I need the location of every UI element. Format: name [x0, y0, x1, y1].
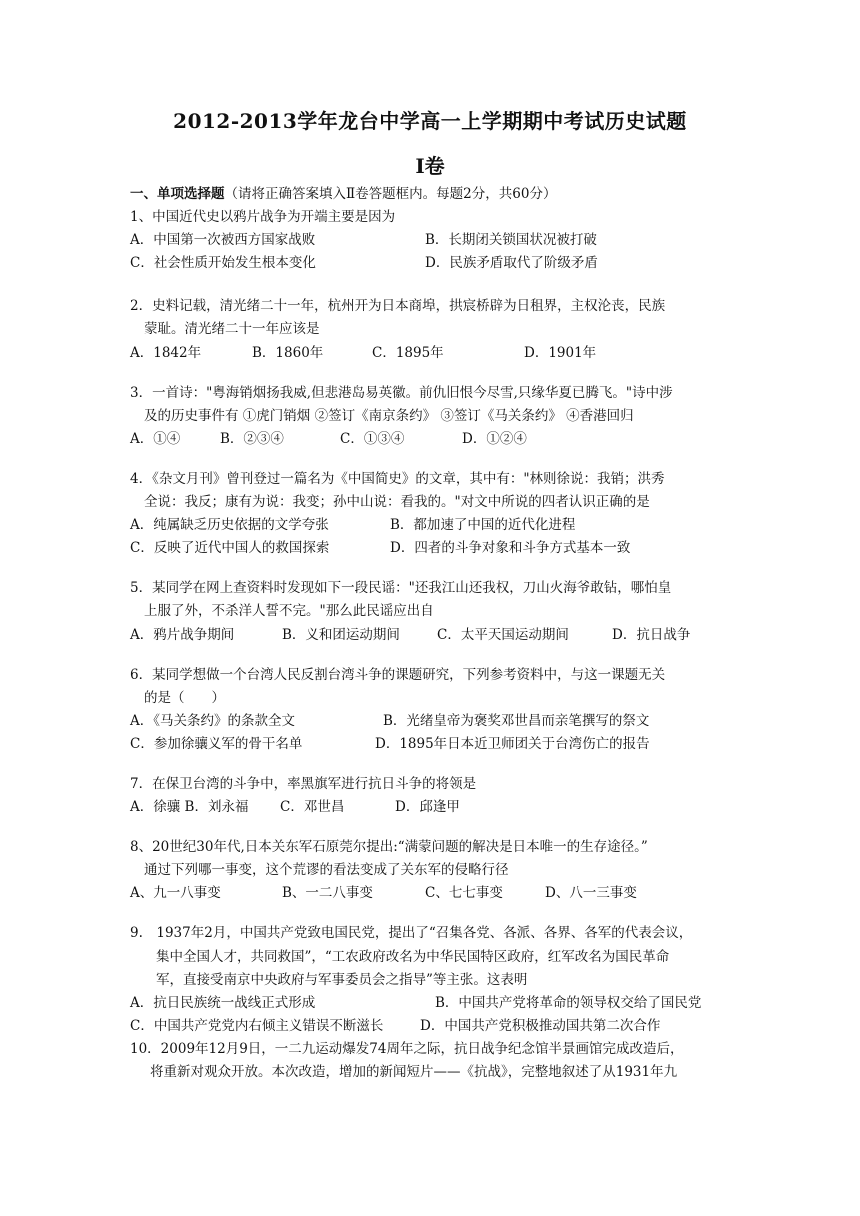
question-6-option-a: A．《马关条约》的条款全文 — [130, 712, 295, 729]
question-9-options-row-1 — [130, 992, 740, 1015]
question-2-option-b: B．1860年 — [252, 344, 324, 361]
question-9-option-c: C．中国共产党党内右倾主义错误不断滋长 — [130, 1017, 384, 1034]
question-8-option-d: D、八一三事变 — [545, 885, 637, 902]
question-6-option-c: C．参加徐骧义军的骨干名单 — [130, 735, 303, 752]
question-3-option-c: C．①③④ — [340, 430, 405, 447]
question-9-option-d: D．中国共产党积极推动国共第二次合作 — [420, 1017, 661, 1034]
question-9-options-row-2 — [130, 1015, 740, 1038]
question-5-option-d: D．抗日战争 — [612, 626, 691, 643]
question-7-options-row — [130, 796, 740, 819]
question-7-option-ab: A．徐骧 B．刘永福 — [130, 799, 249, 816]
question-9-option-a: A．抗日民族统一战线正式形成 — [130, 994, 316, 1011]
question-6-stem-line-2: 的是（ ） — [144, 689, 225, 706]
question-3-options-row — [130, 428, 740, 451]
question-2-option-a: A．1842年 — [130, 344, 202, 361]
question-2-stem-line-1: 2．史料记载，清光绪二十一年，杭州开为日本商埠，拱宸桥辟为日租界，主权沦丧，民族 — [130, 298, 666, 315]
question-3-stem-line-2: 及的历史事件有 ①虎门销烟 ②签订《南京条约》 ③签订《马关条约》 ④香港回归 — [144, 407, 634, 424]
question-8-option-b: B、一二八事变 — [282, 885, 373, 902]
question-6-option-b: B．光绪皇帝为褒奖邓世昌而亲笔撰写的祭文 — [383, 712, 650, 729]
question-1-stem: 1、中国近代史以鸦片战争为开端主要是因为 — [130, 209, 396, 226]
question-5-stem-line-1: 5．某同学在网上查资料时发现如下一段民谣："还我江山还我权，刀山火海爷敢钻，哪怕皇 — [130, 580, 672, 597]
exam-subtitle: Ⅰ卷 — [415, 154, 445, 178]
question-5-option-c: C．太平天国运动期间 — [437, 626, 569, 643]
exam-title: 2012-2013学年龙台中学高一上学期期中考试历史试题 — [173, 109, 687, 133]
question-4-option-a: A．纯属缺乏历史依据的文学夸张 — [130, 517, 329, 534]
question-4-options-row-2 — [130, 537, 740, 560]
question-5-option-a: A．鸦片战争期间 — [130, 626, 235, 643]
question-2-option-d: D．1901年 — [524, 344, 597, 361]
question-6-options-row-2 — [130, 733, 740, 756]
question-6-options-row-1 — [130, 710, 740, 733]
question-6-option-d: D．1895年日本近卫师团关于台湾伤亡的报告 — [375, 735, 650, 752]
question-7-stem: 7．在保卫台湾的斗争中，率黑旗军进行抗日斗争的将领是 — [130, 775, 477, 792]
question-4-stem-line-2: 全说：我反；康有为说：我变；孙中山说：看我的。"对文中所说的四者认识正确的是 — [144, 494, 650, 511]
exam-body — [130, 183, 740, 1084]
question-3-option-b: B．②③④ — [220, 430, 284, 447]
question-5-stem-line-2: 上服了外，不杀洋人誓不完。"那么此民谣应出自 — [144, 603, 434, 620]
question-10-stem-line-1: 10．2009年12月9日，一二九运动爆发74周年之际，抗日战争纪念馆半景画馆完成改造后， — [130, 1040, 684, 1057]
question-7-option-d: D．邱逢甲 — [395, 799, 460, 816]
question-1-option-b: B．长期闭关锁国状况被打破 — [425, 232, 597, 249]
question-10-stem-line-2: 将重新对观众开放。本次改造，增加的新闻短片——《抗战》，完整地叙述了从1931年九 — [150, 1064, 678, 1080]
question-4-option-b: B．都加速了中国的近代化进程 — [390, 517, 576, 534]
section-heading — [130, 183, 740, 206]
question-9-stem-line-3: 军，直接受南京中央政府与军事委员会之指导”等主张。这表明 — [156, 971, 528, 988]
question-2-options-row — [130, 342, 740, 365]
question-3-option-a: A．①④ — [130, 430, 181, 447]
question-9-option-b: B．中国共产党将革命的领导权交给了国民党 — [435, 994, 702, 1011]
question-8-option-a: A、九一八事变 — [130, 885, 221, 902]
question-2-option-c: C．1895年 — [372, 344, 444, 361]
question-4-stem-line-1: 4．《杂文月刊》曾刊登过一篇名为《中国简史》的文章，其中有："林则徐说：我销；洪秀 — [130, 470, 665, 487]
question-5-option-b: B．义和团运动期间 — [282, 626, 400, 643]
question-4-option-c: C．反映了近代中国人的救国探索 — [130, 540, 330, 557]
question-4-options-row-1 — [130, 514, 740, 537]
question-3-stem-line-1: 3．一首诗："粤海销烟扬我威,但悲港岛易英徽。前仇旧恨今尽雪,只缘华夏已腾飞。"诗中涉 — [130, 384, 673, 401]
question-3-option-d: D．①②④ — [462, 430, 527, 447]
question-1-option-a: A．中国第一次被西方国家战败 — [130, 232, 316, 249]
question-1-option-c: C．社会性质开始发生根本变化 — [130, 255, 316, 272]
question-7-option-c: C．邓世昌 — [280, 799, 345, 816]
section-note: （请将正确答案填入Ⅱ卷答题框内。每题2分，共60分） — [224, 186, 557, 202]
question-9-stem-line-1: 9. 1937年2月，中国共产党致电国民党，提出了“召集各党、各派、各界、各军的代表会议， — [130, 925, 693, 942]
question-4-option-d: D．四者的斗争对象和斗争方式基本一致 — [390, 540, 631, 557]
question-9-stem-line-2: 集中全国人才，共同救国”，“工农政府改名为中华民国特区政府，红军改名为国民革命 — [156, 948, 670, 965]
question-8-options-row — [130, 882, 740, 905]
question-8-option-c: C、七七事变 — [425, 885, 503, 902]
question-6-stem-line-1: 6．某同学想做一个台湾人民反割台湾斗争的课题研究，下列参考资料中，与这一课题无关 — [130, 666, 666, 683]
question-1-options-row-1 — [130, 229, 740, 252]
question-1-option-d: D．民族矛盾取代了阶级矛盾 — [425, 255, 598, 272]
question-8-stem-line-1: 8、20世纪30年代,日本关东军石原莞尔提出:“满蒙问题的解决是日本唯一的生存途径。” — [130, 839, 648, 856]
question-1-options-row-2 — [130, 252, 740, 275]
question-8-stem-line-2: 通过下列哪一事变，这个荒谬的看法变成了关东军的侵略行径 — [144, 862, 509, 879]
section-title: 一、单项选择题 — [130, 186, 225, 202]
question-2-stem-line-2: 蒙耻。清光绪二十一年应该是 — [144, 321, 320, 338]
question-5-options-row — [130, 624, 740, 647]
